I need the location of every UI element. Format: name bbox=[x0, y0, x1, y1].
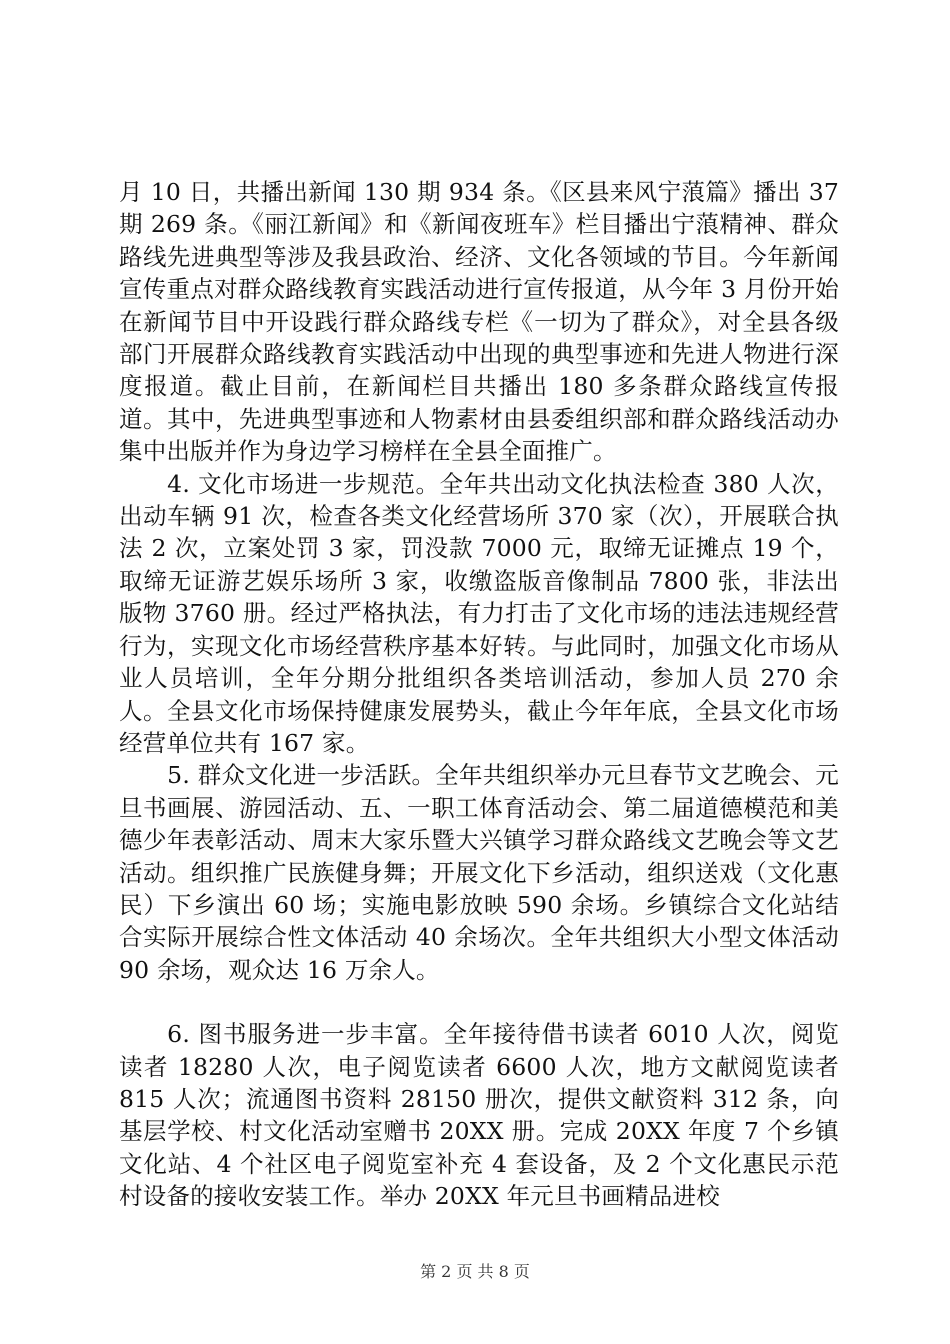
body-text bbox=[119, 176, 839, 1213]
paragraph-news-broadcast: 月 10 日，共播出新闻 130 期 934 条。《区县来风宁蒗篇》播出 37 期 269 条。《丽江新闻》和《新闻夜班车》栏目播出宁蒗精神、群众路线先进典型等涉及我县政治、经济、文化各领域的节目。今年新闻宣传重点对群众路线教育实践活动进行宣传报道，从今年 3 月份开始在新闻节目中开设践行群众路线专栏《一切为了群众》，对全县各级部门开展群众路线教育实践活动中出现的典型事迹和先进人物进行深度报道。截止目前，在新闻栏目共播出 180 多条群众路线宣传报道。其中，先进典型事迹和人物素材由县委组织部和群众路线活动办集中出版并作为身边学习榜样在全县全面推广。 bbox=[119, 178, 839, 466]
paragraph-mass-culture: 5. 群众文化进一步活跃。全年共组织举办元旦春节文艺晚会、元旦书画展、游园活动、五、一职工体育活动会、第二届道德模范和美德少年表彰活动、周末大家乐暨大兴镇学习群众路线文艺晚会等文艺活动。组织推广民族健身舞；开展文化下乡活动，组织送戏（文化惠民）下乡演出 60 场；实施电影放映 590 余场。乡镇综合文化站结合实际开展综合性文体活动 40 余场次。全年共组织大小型文体活动 90 余场，观众达 16 万余人。 bbox=[119, 761, 839, 984]
paragraph-library-service: 6. 图书服务进一步丰富。全年接待借书读者 6010 人次，阅览读者 18280 人次，电子阅览读者 6600 人次，地方文献阅览读者 815 人次；流通图书资料 28150 册次，提供文献资料 312 条，向基层学校、村文化活动室赠书 20XX 册。完成 20XX 年度 7 个乡镇文化站、4 个社区电子阅览室补充 4 套设备，及 2 个文化惠民示范村设备的接收安装工作。举办 20XX 年元旦书画精品进校 bbox=[119, 1020, 839, 1211]
paragraph-culture-market: 4. 文化市场进一步规范。全年共出动文化执法检查 380 人次，出动车辆 91 次，检查各类文化经营场所 370 家（次），开展联合执法 2 次，立案处罚 3 家，罚没款 7000 元，取缔无证摊点 19 个，取缔无证游艺娱乐场所 3 家，收缴盗版音像制品 7800 张，非法出版物 3760 册。经过严格执法，有力打击了文化市场的违法违规经营行为，实现文化市场经营秩序基本好转。与此同时，加强文化市场从业人员培训，全年分期分批组织各类培训活动，参加人员 270 余人。全县文化市场保持健康发展势头，截止今年年底，全县文化市场经营单位共有 167 家。 bbox=[119, 469, 839, 757]
page-footer: 第 2 页 共 8 页 bbox=[420, 1262, 530, 1281]
